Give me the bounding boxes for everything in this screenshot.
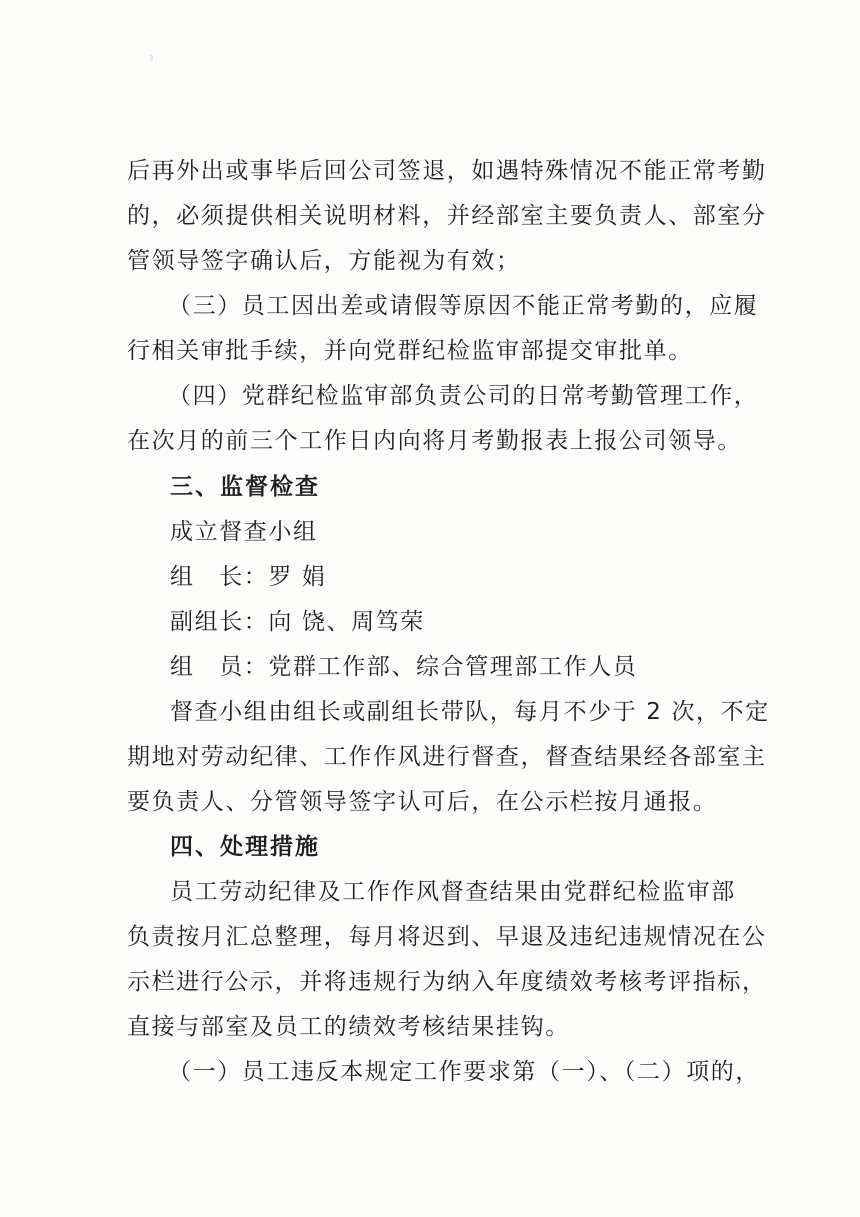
text-line-11: 副组长：向 饶、周笃荣 [170,609,425,635]
text-line-5: 行相关审批手续，并向党群纪检监审部提交审批单。 [127,338,693,364]
text-line-21: （一）员工违反本规定工作要求第（一）、（二）项的， [168,1059,760,1085]
text-line-6: （四）党群纪检监审部负责公司的日常考勤管理工作， [168,383,759,409]
text-line-17: 员工劳动纪律及工作作风督查结果由党群纪检监审部 [170,879,736,905]
text-line-14: 期地对劳动纪律、工作作风进行督查，督查结果经各部室主 [127,744,767,770]
text-line-7: 在次月的前三个工作日内向将月考勤报表上报公司领导。 [127,428,742,454]
text-line-18: 负责按月汇总整理，每月将迟到、早退及违纪违规情况在公 [127,924,767,950]
scan-speck [150,55,153,61]
section-heading-measures: 四、处理措施 [170,834,320,860]
text-line-9: 成立督查小组 [170,519,318,545]
text-line-15: 要负责人、分管领导签字认可后，在公示栏按月通报。 [127,789,718,815]
text-line-1: 后再外出或事毕后回公司签退，如遇特殊情况不能正常考勤 [127,158,767,184]
text-line-13: 督查小组由组长或副组长带队，每月不少于 2 次，不定 [170,699,770,725]
text-line-19: 示栏进行公示，并将违规行为纳入年度绩效考核考评指标， [127,969,767,995]
section-heading-supervision: 三、监督检查 [170,474,320,500]
text-line-4: （三）员工因出差或请假等原因不能正常考勤的，应履 [168,293,759,319]
text-line-10: 组 长：罗 娟 [170,564,327,590]
text-line-3: 管领导签字确认后，方能视为有效； [127,248,521,274]
text-line-2: 的，必须提供相关说明材料，并经部室主要负责人、部室分 [127,203,767,229]
text-line-12: 组 员：党群工作部、综合管理部工作人员 [170,654,638,680]
text-line-20: 直接与部室及员工的绩效考核结果挂钩。 [127,1014,570,1040]
